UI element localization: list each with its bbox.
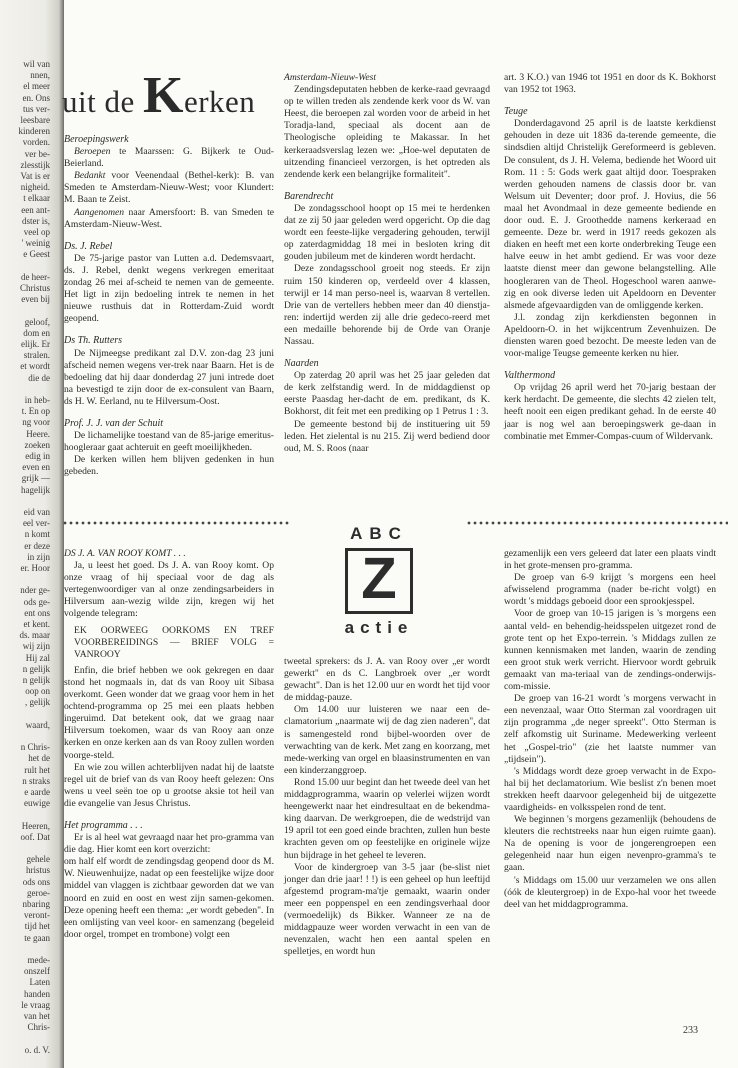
logo-box [345, 548, 413, 614]
divider-right [466, 520, 728, 526]
margin-fragment: het de [28, 753, 50, 764]
margin-fragment: ods ge- [23, 596, 50, 607]
paragraph-keyword: Beroepen [74, 146, 111, 158]
margin-fragment: in heb- [24, 395, 50, 405]
column-6 [504, 548, 716, 911]
paragraph: tweetal sprekers: ds J. A. van Rooy over „er wordt gewerkt" en ds C. Langbroek over „er wordt gewacht". Dan is het 12.00 uur en wordt het tijd voor de middag-pauze. [284, 656, 490, 704]
margin-fragment: le vraag [21, 999, 50, 1010]
margin-fragment: Christus [19, 283, 50, 293]
margin-fragment: waard, [25, 719, 50, 730]
subheading: Ds Th. Rutters [64, 335, 123, 347]
margin-fragment: de heer- [20, 271, 50, 282]
paragraph: En wie zou willen achterblijven nadat hij de laatste regel uit de brief van ds van Rooy heeft gelezen: Ons wens u veel seën toe op u grootse aksie tot heil van die evangelie van Jesus Christus. [64, 761, 274, 809]
margin-fragment: elijk. Er [21, 339, 50, 349]
margin-fragment: even bij [21, 294, 50, 305]
paragraph: Om 14.00 uur luisteren we naar een de-clamatorium „naarmate wij de dag zien naderen", dat is samengesteld rond bijbel-woorden over de verwachting van de kerk. Met zang en koorzang, met mede-werking van orgel en blaasinstrumenten en van een kinderzanggroep. [284, 704, 490, 776]
column-3 [504, 72, 716, 443]
margin-fragment: grijk — [21, 473, 50, 484]
paragraph [64, 170, 274, 206]
margin-fragment: nigheid. [20, 182, 50, 193]
margin-fragment: tus ver- [22, 103, 50, 114]
margin-fragment: die de [28, 372, 50, 383]
margin-fragment: in zijn [27, 551, 50, 562]
paragraph [64, 146, 274, 170]
margin-fragment: wij zijn [22, 641, 50, 652]
margin-fragment: ng voor [22, 417, 50, 428]
margin-fragment: geroe- [27, 887, 50, 898]
paragraph-keyword: Bedankt [74, 170, 106, 182]
column-1 [64, 124, 274, 478]
title-initial: K [143, 67, 184, 124]
paragraph: Op vrijdag 26 april werd het 70-jarig bestaan der kerk herdacht. De gemeente, die slechts 42 zielen telt, heeft nooit een eigen predikant gehad. In de eerste 40 jaar is nog wel aan beroepingswerk ge-daan in combinatie met Emmer-Compas-cuum of Wildervank. [504, 382, 716, 442]
paragraph: De zondagsschool hoopt op 15 mei te herdenken dat ze zij 50 jaar geleden werd opgericht. Op die dag wordt een feeste-lijke vergadering gehouden, terwijl op zaterdagmiddag 18 mei in besloten kring dit gouden jubileum met de kinderen wordt herdacht. [284, 202, 490, 263]
subheading: DS J. A. VAN ROOY KOMT . . . [64, 548, 186, 559]
subheading: Het programma . . . [64, 819, 143, 831]
margin-fragment: dom en [23, 327, 50, 338]
margin-fragment: geloof, [24, 316, 50, 327]
margin-fragment: t. En op [21, 406, 50, 417]
margin-fragment: ' weinig [21, 238, 50, 249]
page-number: 233 [683, 1025, 698, 1036]
margin-fragment: edig in [25, 451, 50, 461]
abc-z-actie-logo [310, 524, 448, 650]
paragraph: Op zaterdag 20 april was het 25 jaar geleden dat de kerk zelfstandig werd. In de middagdienst op eerste Paasdag her-dacht de em. predikant, ds K. Bokhorst, dit feit met een prediking op 1 Petrus 1 : 3. [284, 370, 490, 418]
margin-fragment: veront- [24, 910, 50, 921]
margin-fragment: onszelf [24, 966, 50, 977]
margin-fragment: even en [22, 462, 50, 473]
column-4 [64, 548, 274, 941]
subheading: Valthermond [504, 370, 556, 382]
left-page-margin [0, 0, 64, 1068]
margin-fragment: et wordt [20, 361, 50, 372]
margin-fragment: nbaring [22, 899, 50, 909]
margin-fragment: een ant- [21, 204, 50, 215]
margin-fragment: hagelijk [21, 484, 50, 495]
margin-fragment: t elkaar [23, 193, 50, 204]
margin-fragment: zoeken [24, 439, 50, 450]
margin-fragment: van het [23, 1011, 50, 1021]
margin-fragment: gehele [26, 854, 50, 865]
margin-fragment: zlesstijk [20, 159, 50, 170]
margin-fragment: nnen, [30, 70, 50, 81]
margin-fragment: ods ons [22, 876, 50, 887]
subheading: Beroepingswerk [64, 134, 129, 145]
margin-fragment: n straks [22, 775, 50, 786]
subheading: Barendrecht [284, 190, 334, 202]
paragraph: De kerken willen hem blijven gedenken in hun gebeden. [64, 454, 274, 478]
subheading: Naarden [284, 358, 319, 370]
margin-fragment: er deze [24, 540, 50, 551]
margin-fragment: eel ver- [22, 518, 50, 529]
margin-fragment: er. Hoor [20, 563, 50, 573]
paragraph: Rond 15.00 uur begint dan het tweede deel van het middagprogramma, waarin op velerlei wijzen wordt heengewerkt naar het eindresultaat en de bekendma-king daarvan. De werkgroepen, die de wedstrijd van 19 april tot een goed einde brachten, zullen hun beste krachten geven om op feestelijke en originele wijze hun bijdrage in het geheel te leveren. [284, 776, 490, 861]
margin-fragment: oop on [25, 686, 50, 697]
paragraph: De lichamelijke toestand van de 85-jarige emeritus-hoogleraar gaat achteruit en geeft moeilijkheden. [64, 430, 274, 454]
margin-fragment: n Chris- [20, 742, 50, 753]
paragraph: 's Middags om 15.00 uur verzamelen we ons allen (óók de kleutergroep) in de Expo-hal voor het tweede deel van het middagprogramma. [504, 874, 716, 910]
margin-fragment: ds. maar [19, 630, 50, 641]
margin-fragment: Laten [29, 977, 50, 988]
margin-fragment: Heere. [26, 428, 50, 439]
margin-fragment: te gaan [24, 932, 50, 943]
paragraph: om half elf wordt de zendingsdag geopend door ds M. W. Nieuwenhuijze, nadat op een feestelijke wijze door middel van vlaggen is zichtbaar geworden dat we van noord en zuid en oost en west zijn samen-gekomen. Deze opening heeft een thema: „er wordt gebeden". In een omlijsting van veel koor- en samenzang (begeleid door orgel, trompet en trombone) volgt een [64, 856, 274, 940]
margin-fragment: oof. Dat [20, 831, 50, 842]
margin-fragment: n gelijk [22, 663, 50, 674]
margin-fragment: , gelijk [25, 697, 50, 708]
paragraph: Ja, u leest het goed. Ds J. A. van Rooy komt. Op onze vraag of hij speciaal voor de dag als vertegenwoordiger van al onze zendingsarbeiders in Hilversum aan-wezig wilde zijn, kregen wij het volgende telegram: [64, 560, 274, 620]
paragraph-text: te Maarssen: G. Bijkerk te Oud-Beierland. [64, 146, 274, 170]
subheading: Teuge [504, 106, 528, 118]
paragraph [64, 207, 274, 231]
section-title [62, 66, 255, 125]
paragraph: 's Middags wordt deze groep verwacht in de Expo-hal bij het declamatorium. Wie beslist z'n benen moet strekken heeft daarvoor gelegenheid bij de uitgezette vaardigheids- en volksspelen rond de tent. [504, 765, 716, 813]
subheading: Amsterdam-Nieuw-West [284, 72, 377, 83]
margin-fragment: n komt [24, 529, 50, 540]
logo-actie: actie [344, 618, 414, 637]
margin-fragment: en. Ons [22, 92, 50, 103]
margin-fragment: vorden. [22, 137, 50, 148]
title-text-rest: erken [183, 84, 256, 119]
paragraph-keyword: Aangenomen [74, 206, 125, 218]
subheading: Ds. J. Rebel [64, 240, 113, 252]
margin-fragment: euwige [24, 798, 50, 809]
margin-fragment: e aarde [24, 787, 50, 797]
paragraph: Deze zondagsschool groeit nog steeds. Er zijn ruim 150 kinderen op, verdeeld over 4 klassen, terwijl er 14 man perso-neel is, waarvan 8 vertellen. Drie van de vertellers hebben meer dan 40 dienstja-ren: indertijd werden zij alle drie gedeco-reerd met een medaille behorende bij de Orde van Oranje Nassau. [284, 263, 490, 347]
margin-fragment: Chris- [27, 1022, 50, 1033]
margin-fragment: rult het [24, 764, 50, 775]
column-5 [284, 656, 490, 958]
paragraph-text: voor Veenendaal (Bethel-kerk): B. van Smeden te Amsterdam-Nieuw-West; voor Klundert: M. Baan te Zeist. [64, 170, 274, 206]
paragraph: De 75-jarige pastor van Lutten a.d. Dedemsvaart, ds. J. Rebel, denkt wegens verkregen emeritaat zondag 26 mei af-scheid te nemen van de gemeente. Het ligt in zijn bedoeling intrek te nemen in het nieuwe rusthuis dat in Rotterdam-Zuid wordt geopend. [64, 252, 274, 325]
margin-fragment: el meer [23, 81, 50, 92]
paragraph: De Nijmeegse predikant zal D.V. zon-dag 23 juni afscheid nemen wegens ver-trek naar Baarn. Het is de bedoeling dat hij daar donderdag 27 juni intrede doet na bevestigd te zijn door de ex-consulent van Baarn, ds H. W. Eerland, nu te Hilversum-Oost. [64, 347, 274, 407]
margin-fragment: o. d. V. [24, 1044, 50, 1055]
margin-fragment: nder ge- [20, 585, 50, 596]
paragraph-text: naar Amersfoort: B. van Smeden te Amsterdam-Nieuw-West. [64, 206, 274, 230]
logo-abc: ABC [350, 524, 408, 543]
paragraph: Voor de kindergroep van 3-5 jaar (be-slist niet jonger dan drie jaar! ! !) is een geheel op hun leeftijd afgestemd program-ma'tje gemaakt, waarin onder meer een poppenspel en een zendingsverhaal door (vermoedelijk) ds Bikker. Wanneer ze na de middagpauze weer worden verwacht in een van de nevenzalen, wacht hen een aantal spelen en spelletjes, en wordt hun [284, 861, 490, 958]
paragraph: art. 3 K.O.) van 1946 tot 1951 en door ds K. Bokhorst van 1952 tot 1963. [504, 72, 716, 96]
paragraph: J.l. zondag zijn kerkdiensten begonnen in Apeldoorn-O. in het wijkcentrum Zevenhuizen. De diensten waren goed bezocht. De meeste leden van de voor-malige Teugse gemeente kerken nu hier. [504, 311, 716, 360]
margin-fragment: leesbare [20, 115, 50, 125]
paragraph: Donderdagavond 25 april is de laatste kerkdienst gehouden in deze uit 1836 da-terende gemeente, die sindsdien altijd Christelijk Gereformeerd is gebleven. De consulent, ds J. H. Velema, bediende het Woord uit Rom. 11 : 5: Gods werk gaat altijd door. Toespraken werden gehouden namens de classis door br. van Welsum uit Deventer; door prof. J. Hovius, die 56 maal het Avondmaal in deze gemeente bediende en door oud. E. J. Groothedde namens kerkeraad en gemeente. Deze br. werd in 1917 reeds gekozen als diaken en heeft met een korte onderbreking Teuge een halve eeuw in het ambt gediend. Er was voor deze laatste dienst meer dan gewone belangstelling. Alle hoogleraren van de Theol. Hogeschool waren aanwe-zig en ook diverse leden uit Apeldoorn en Deventer alsmede afgevaardigden van de omliggende kerken. [504, 118, 716, 311]
paragraph: Er is al heel wat gevraagd naar het pro-gramma van die dag. Hier komt een kort overzicht: [64, 832, 274, 856]
margin-fragment: mede- [27, 955, 50, 965]
divider-left [62, 520, 290, 526]
column-2 [284, 72, 490, 455]
paragraph: De groep van 16-21 wordt 's morgens verwacht in een nevenzaal, waar Otto Sterman zal voordragen uit zijn programma „de neger spreekt". Otto Sterman is zelf afkomstig uit Suriname. Medewerking verleent het „Gospel-trio" (zie het laatste nummer van „tijdsein"). [504, 693, 716, 765]
margin-fragment: veel op [23, 227, 50, 237]
margin-fragment: ver be- [24, 148, 50, 159]
margin-fragment: dster is, [22, 215, 50, 226]
logo-z: Z [361, 546, 397, 611]
subheading: Prof. J. J. van der Schuit [64, 417, 164, 429]
title-text: uit de [62, 84, 143, 119]
margin-fragment: handen [24, 988, 50, 999]
margin-fragment: kinderen [18, 126, 50, 137]
margin-fragment: eid van [23, 507, 50, 517]
margin-fragment: Vat is er [20, 171, 50, 181]
margin-fragment: wil van [23, 59, 50, 69]
paragraph: Zendingsdeputaten hebben de kerke-raad gevraagd op te willen treden als zendende kerk voor ds W. van Heest, die beroepen zal worden voor de arbeid in het Toradja-land, speciaal als docent aan de Theologische opleiding te Makassar. In het kerkeraadsverslag lezen we: „Hoe-wel deputaten de uitzending financieel verzorgen, is het optreden als zendende kerk een belangrijke formaliteit". [284, 84, 490, 180]
margin-fragment: e Geest [23, 249, 50, 260]
paragraph: We beginnen 's morgens gezamenlijk (behoudens de kleuters die rechtstreeks naar hun eigen ruimte gaan). Na de opening is voor de jongerengroepen een gelegenheid naar hun eigen nevenpro-gramma's te gaan. [504, 814, 716, 874]
paragraph: gezamenlijk een vers geleerd dat later een plaats vindt in het grote-mensen pro-gramma. [504, 548, 716, 572]
margin-fragment: tijd het [24, 921, 50, 932]
paragraph: De groep van 6-9 krijgt 's morgens een heel afwisselend programma (nader be-richt volgt) en wordt 's middags geboeid door een sprookjesspel. [504, 572, 716, 608]
margin-fragment: et kent. [23, 619, 50, 629]
page [62, 40, 728, 1050]
paragraph: De gemeente bestond bij de instituering uit 59 leden. Het zielental is nu 215. Zij werd bediend door oud, M. S. Roos (naar [284, 418, 490, 454]
margin-fragment: stralen. [23, 350, 50, 361]
paragraph: Voor de groep van 10-15 jarigen is 's morgens een aantal veld- en behendig-heidsspelen uitgezet rond de grote tent op het Expo-terrein. 's Middags zullen ze kunnen kennismaken met landen, waarin de zending een groot stuk werk verricht. Hiervoor wordt gebruik gemaakt van ma-teriaal van de zendings-onderwijs-com-missie. [504, 608, 716, 693]
telegram-text: EK OORWEEG OORKOMS EN TREF VOORBEREIDINGS — BRIEF VOLG = VANROOY [74, 624, 274, 660]
margin-fragment: n gelijk [22, 675, 50, 685]
margin-fragment: Heeren, [21, 820, 50, 831]
margin-fragment: hristus [25, 865, 50, 876]
margin-fragment: Hij zal [25, 652, 50, 663]
margin-fragment: ent ons [24, 607, 50, 618]
paragraph: Enfin, die brief hebben we ook gekregen en daar stond het nogmaals in, dat ds van Rooy uit Sibasa overkomt. Geen wonder dat we graag voor hem in het ochtend-programma op 25 mei een plaats hebben ingeruimd. Dat betekent ook, dat we graag naar Hilversum toekomen, waar ds van Rooy aan onze kerken en onze kerken aan ds van Rooy zullen worden voorge-steld. [64, 664, 274, 761]
